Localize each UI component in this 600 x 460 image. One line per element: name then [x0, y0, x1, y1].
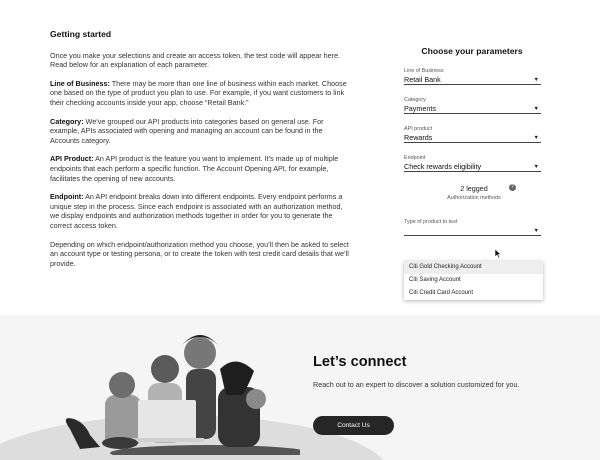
product-type-dropdown [404, 261, 543, 300]
authorization-value: 2 legged [460, 184, 488, 193]
field-value: Retail Bank [404, 75, 441, 84]
caret-down-icon: ▼ [533, 106, 539, 112]
field-value: Check rewards eligibility [404, 162, 482, 171]
dropdown-option[interactable]: Citi Credit Card Account [409, 290, 474, 296]
authorization-label: Authorization methods [447, 195, 501, 201]
dropdown-option[interactable]: Citi Gold Checking Account [404, 261, 543, 274]
caret-down-icon: ▼ [533, 164, 539, 170]
getting-started-panel [50, 30, 350, 277]
connect-block [313, 354, 520, 389]
category-select[interactable] [404, 97, 541, 114]
api-product-select[interactable] [404, 126, 541, 143]
field-value: Rewards [404, 133, 433, 142]
endpoint-paragraph: Endpoint: An API endpoint breaks down into different endpoints. Every endpoint performs a unique step in the process. Since each endpoint is associated with an authorization method, we display endpoints and authorization methods together in order for you to generate the correct access token. [50, 192, 343, 230]
outro-paragraph: Depending on which endpoint/authorization method you choose, you’ll then be asked to select an account type or testing persona, or to create the token with test credit card details that we’ll provide. [50, 239, 349, 268]
line-of-business-select[interactable] [404, 68, 541, 85]
contact-us-button[interactable]: Contact Us [313, 416, 394, 435]
parameters-panel [404, 46, 544, 248]
connect-title: Let’s connect [313, 354, 407, 370]
field-value: Payments [404, 104, 436, 113]
category-paragraph: Category: We’ve grouped our API products into categories based on general use. For example, APIs associated with opening and managing an account can be found in the Accounts category. [50, 116, 324, 145]
api-product-paragraph: API Product: An API product is the feature you want to implement. It’s made up of multiple endpoints that each perform a specific function. The Account Opening API, for example, facilitates the opening of new accounts. [50, 154, 339, 183]
getting-started-heading: Getting started [50, 29, 112, 39]
field-label: API product [404, 126, 433, 132]
dropdown-option[interactable]: Citi Saving Account [409, 277, 461, 283]
field-label: Type of product to test [404, 219, 458, 225]
product-type-select[interactable] [404, 219, 541, 236]
team-illustration [60, 325, 300, 455]
authorization-method [404, 184, 544, 201]
mouse-cursor-icon [494, 248, 502, 259]
caret-down-icon: ▼ [533, 77, 539, 83]
line-of-business-paragraph: Line of Business: There may be more than one line of business within each market. Choose one based on the type of product you plan to use. For example, if you want customers to link their checking accounts inside your app, choose “Retail Bank.” [50, 78, 347, 107]
field-label: Category [404, 97, 426, 103]
caret-down-icon: ▼ [533, 135, 539, 141]
field-label: Line of Business [404, 68, 444, 74]
intro-paragraph: Once you make your selections and create an access token, the test code will appear here. Read below for an explanation of each parameter. [50, 50, 341, 70]
caret-down-icon: ▼ [533, 228, 539, 234]
connect-text: Reach out to an expert to discover a solution customized for you. [313, 380, 520, 389]
field-label: Endpoint [404, 155, 426, 161]
parameters-title: Choose your parameters [421, 46, 523, 56]
endpoint-select[interactable] [404, 155, 541, 172]
question-icon[interactable]: ? [509, 184, 516, 191]
